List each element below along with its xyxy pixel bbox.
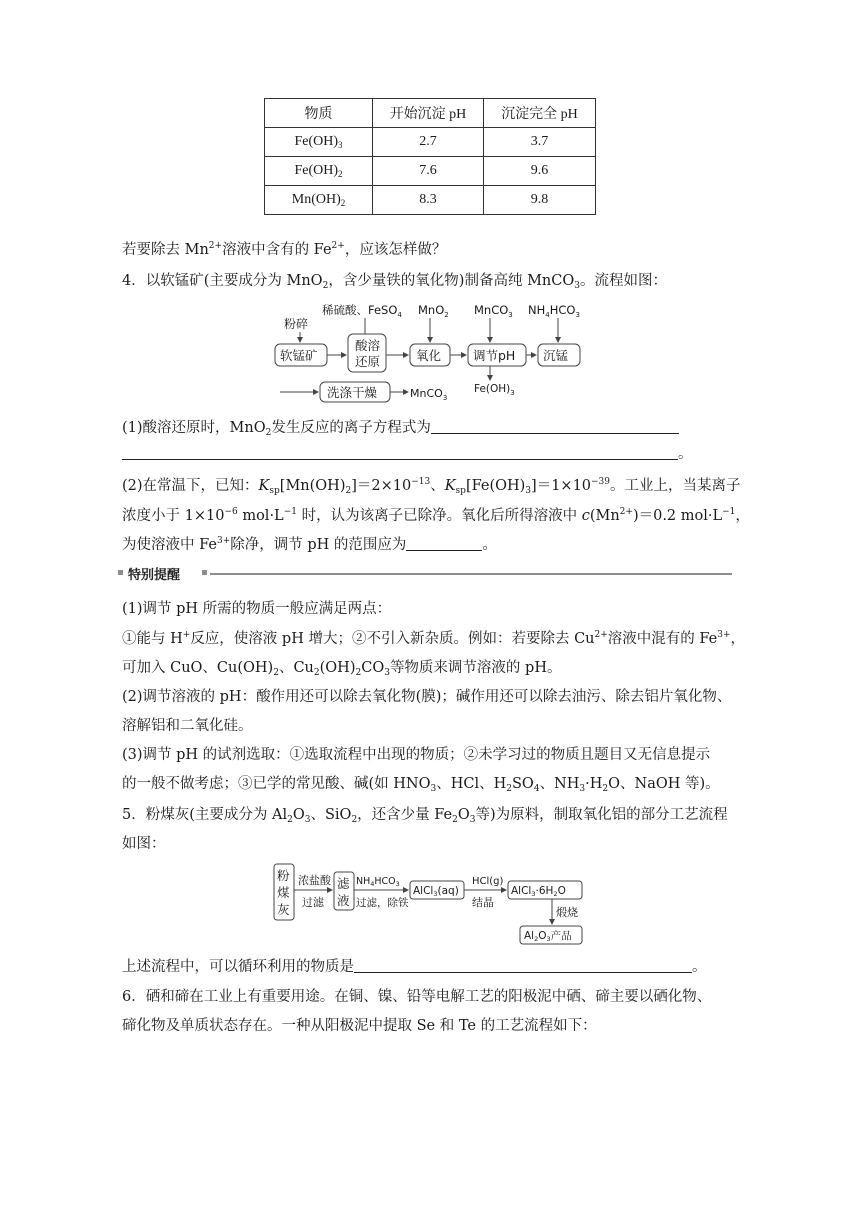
svg-text:氧化: 氧化 <box>416 348 442 363</box>
tip-line: (1)调节 pH 所需的物质一般应满足两点： <box>122 601 392 617</box>
tip-line: (2)调节溶液的 pH：酸作用还可以除去氧化物(膜)；碱作用还可以除去油污、除去铝片氧化物、 <box>122 689 732 705</box>
svg-text:酸溶: 酸溶 <box>355 338 381 353</box>
reagent-label: MnO$_2$ <box>418 303 449 319</box>
table-cell: 7.6 <box>373 157 484 186</box>
svg-text:煅烧: 煅烧 <box>556 906 578 919</box>
reagent-label: MnCO$_3$ <box>474 303 513 319</box>
svg-text:AlCl3·6H2O: AlCl3·6H2O <box>511 885 566 898</box>
question-5-intro-line2: 如图： <box>122 836 166 852</box>
question-4-part-2-line3: 为使溶液中 $Fe^{3+}$除净，调节 pH 的范围应为 。 <box>122 536 497 553</box>
table-header: 开始沉淀 pH <box>373 99 484 128</box>
table-cell: 3.7 <box>484 128 596 157</box>
svg-text:调节pH: 调节pH <box>473 348 516 363</box>
table-header-row <box>265 99 596 128</box>
svg-text:AlCl3(aq): AlCl3(aq) <box>413 885 459 898</box>
tip-line: ①能与 H+反应，使溶液 pH 增大；②不引入新杂质。例如：若要除去 $Cu^{2+}$溶液中混有的 $Fe^{3+}$， <box>122 630 746 647</box>
byproduct-label: $Fe(OH)_3$ <box>474 383 515 397</box>
svg-text:过滤: 过滤 <box>302 896 324 909</box>
tip-line: 溶解铝和二氧化硅。 <box>122 718 253 734</box>
tip-line: 的一般不做考虑；③已学的常见酸、碱(如 $HNO_3$、HCl、$H_2SO_4$、$NH_3\cdot H_2O$、NaOH 等)。 <box>122 776 720 794</box>
table-row <box>265 186 596 215</box>
table-cell: 2.7 <box>373 128 484 157</box>
svg-text:过滤，除铁: 过滤，除铁 <box>356 897 409 909</box>
question-4-part-2: (2)在常温下，已知：$K_{sp}[Mn(OH)_2]=2\times 10^{-13}$、$K_{sp}[Fe(OH)_3]=1\times 10^{-39}$。工业上，当某离子 <box>122 477 741 496</box>
question-6-line: 碲化物及单质状态存在。一种从阳极泥中提取 Se 和 Te 的工艺流程如下： <box>122 1018 597 1034</box>
svg-text:还原: 还原 <box>355 354 381 369</box>
tip-line: (3)调节 pH 的试剂选取：①选取流程中出现的物质；②未学习过的物质且题目又无信息提示 <box>122 747 711 763</box>
flow-box-label: 软锰矿 <box>280 348 318 363</box>
table-cell: 9.8 <box>484 186 596 215</box>
question-5-intro: 5．粉煤灰(主要成分为 $Al_2O_3$、SiO$_2$，还含少量 $Fe_2O_3$等)为原料，制取氧化铝的部分工艺流程 <box>122 807 728 825</box>
question-4-part-2-line2: 浓度小于 $1\times 10^{-6}$ $mol\cdot L^{-1}$ 时，认为该离子已除净。氧化后所得溶液中 $c(Mn^{2+})=0.2$ $mol\cdot L^{-1}$， <box>122 507 750 524</box>
svg-text:HCl(g): HCl(g) <box>472 876 504 887</box>
reagent-label: 稀硫酸、FeSO$_4$ <box>322 303 402 319</box>
svg-text:沉锰: 沉锰 <box>543 348 569 363</box>
tip-header <box>118 567 732 581</box>
table-row <box>265 128 596 157</box>
answer-line: 。 <box>122 444 693 464</box>
svg-text:浓盐酸: 浓盐酸 <box>298 874 331 887</box>
svg-text:粉: 粉 <box>277 868 290 883</box>
question-6-line: 6．硒和碲在工业上有重要用途。在铜、镍、铅等电解工艺的阳极泥中硒、碲主要以硒化物、 <box>122 989 712 1005</box>
reagent-label: $NH_4HCO_3$ <box>528 303 580 319</box>
question-5-answer: 上述流程中，可以循环利用的物质是 。 <box>122 959 707 975</box>
product-label: MnCO$_3$ <box>410 387 448 402</box>
table-cell: 9.6 <box>484 157 596 186</box>
table-cell: $Mn(OH)_2$ <box>265 186 373 215</box>
question-4-part-1: (1)酸溶还原时，MnO$_2$发生反应的离子方程式为 <box>122 418 679 438</box>
table-cell: 8.3 <box>373 186 484 215</box>
svg-text:洗涤干燥: 洗涤干燥 <box>327 385 378 400</box>
table-cell: $Fe(OH)_3$ <box>265 128 373 157</box>
svg-text:液: 液 <box>337 893 350 908</box>
question-4-intro: 4．以软锰矿(主要成分为 MnO$_2$，含少量铁的氧化物)制备高纯 MnCO$_3$。流程如图： <box>122 273 667 291</box>
answer-blank[interactable] <box>431 419 679 434</box>
svg-text:灰: 灰 <box>277 902 290 917</box>
answer-blank[interactable] <box>406 536 482 551</box>
question-text: 若要除去 $Mn^{2+}$溶液中含有的 $Fe^{2+}$，应该怎样做？ <box>122 241 447 258</box>
svg-text:结晶: 结晶 <box>472 896 494 909</box>
table-header: 沉淀完全 pH <box>484 99 596 128</box>
answer-blank[interactable] <box>354 958 692 973</box>
flowchart-mnco3 <box>270 298 600 404</box>
svg-text:Al2O3产品: Al2O3产品 <box>524 930 572 943</box>
grind-label: 粉碎 <box>284 317 309 331</box>
svg-text:煤: 煤 <box>277 885 290 900</box>
tip-line: 可加入 CuO、$Cu(OH)_2$、$Cu_2(OH)_2CO_3$等物质来调节溶液的 pH。 <box>122 660 562 678</box>
flowchart-alumina <box>272 862 588 948</box>
table-row <box>265 157 596 186</box>
answer-blank[interactable] <box>122 445 678 460</box>
svg-text:滤: 滤 <box>337 876 350 891</box>
ph-table <box>264 98 596 215</box>
table-header: 物质 <box>265 99 373 128</box>
svg-text:NH4HCO3: $NH_4HCO_3$ <box>356 876 400 888</box>
table-cell: $Fe(OH)_2$ <box>265 157 373 186</box>
tip-title: 特别提醒 <box>128 568 181 583</box>
